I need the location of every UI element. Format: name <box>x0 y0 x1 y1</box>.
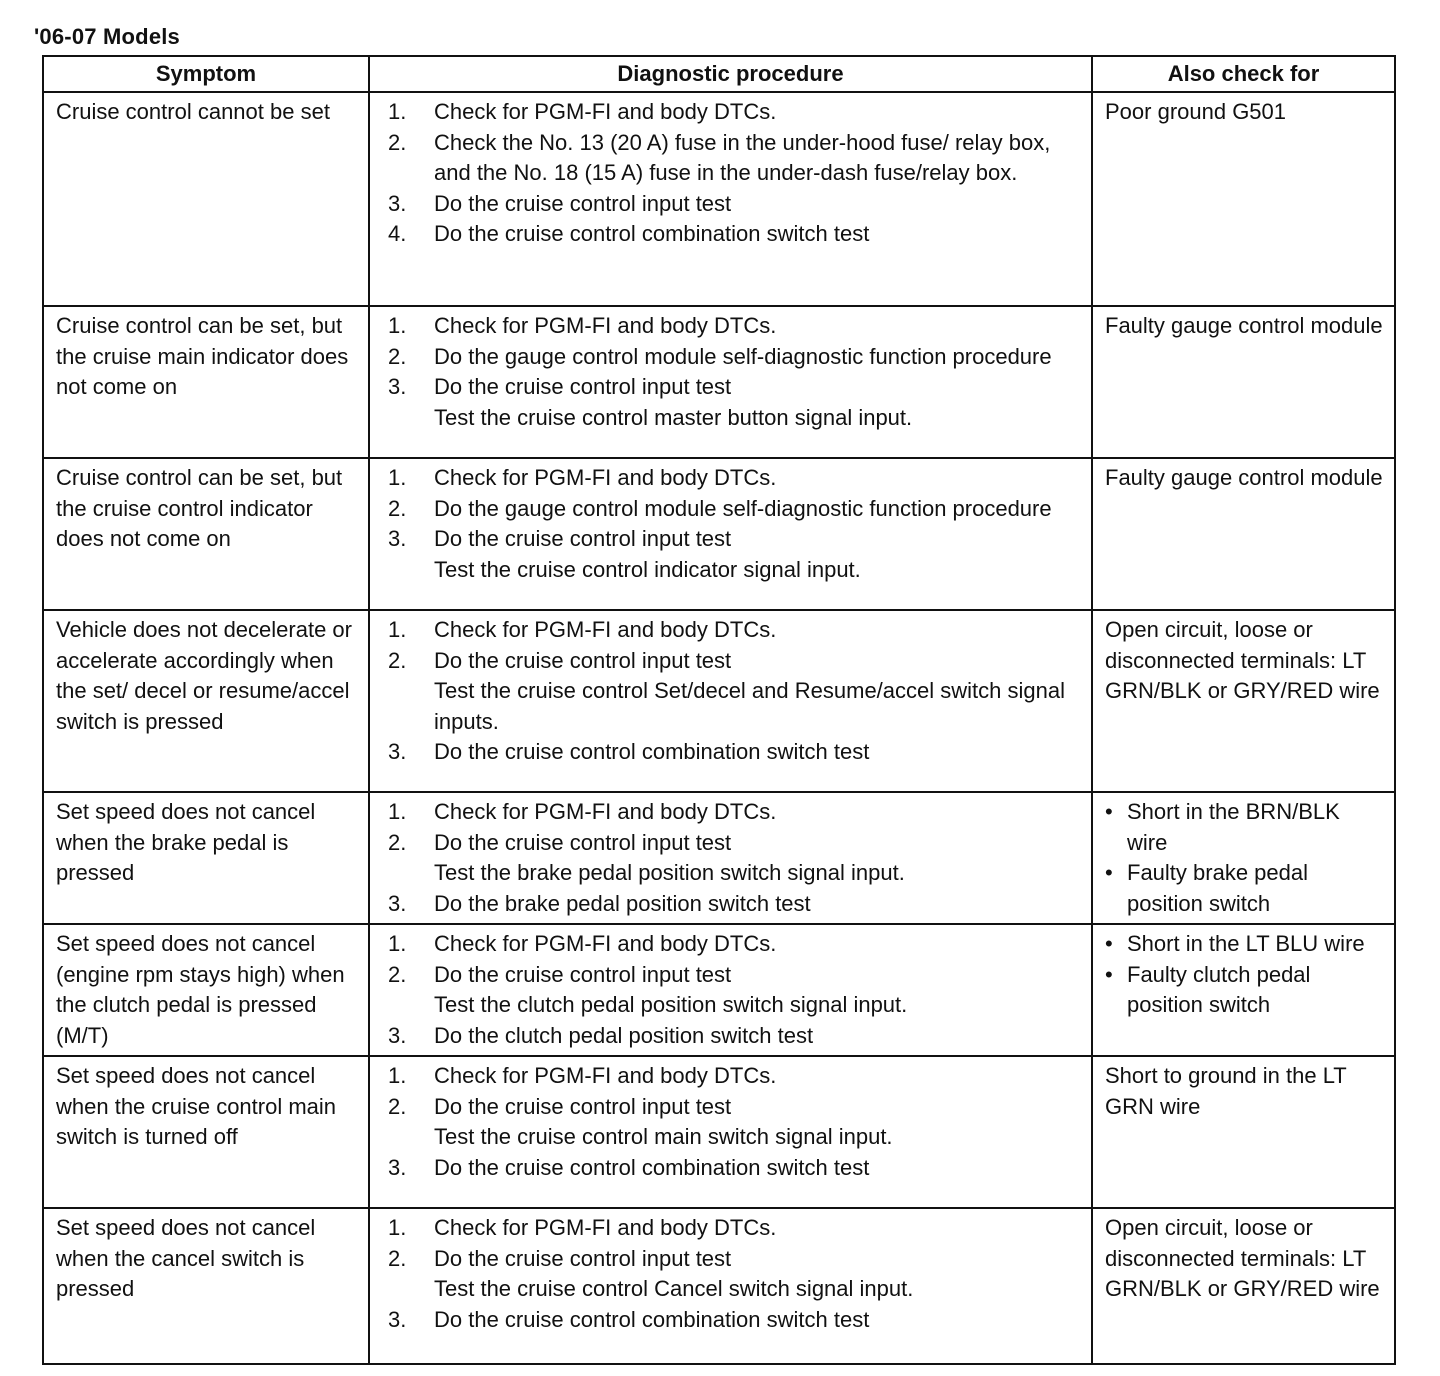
step-number: 4. <box>388 221 407 246</box>
procedure-step <box>382 97 1081 128</box>
symptom-cell: Set speed does not cancel when the cancel switch is pressed <box>43 1208 369 1364</box>
also-check-list <box>1105 929 1384 1021</box>
step-text: Do the cruise control input test <box>434 1245 732 1271</box>
step-text: Do the cruise control input test <box>434 647 732 673</box>
procedure-step <box>382 646 1081 738</box>
step-body <box>434 960 1081 1021</box>
also-check-text: Short in the LT BLU wire <box>1127 931 1365 956</box>
step-body <box>434 494 1081 525</box>
step-body <box>434 889 1081 920</box>
procedure-step <box>382 889 1081 920</box>
procedure-step <box>382 828 1081 889</box>
step-body <box>434 1092 1081 1153</box>
step-number: 3. <box>388 526 407 551</box>
procedure-step <box>382 1153 1081 1184</box>
also-check-list <box>1105 797 1384 919</box>
step-body <box>434 97 1081 128</box>
step-text: Do the cruise control input test <box>434 374 732 399</box>
step-number: 2. <box>388 1093 407 1119</box>
step-text: Do the cruise control input test <box>434 1093 732 1119</box>
step-number: 2. <box>388 961 407 987</box>
step-number: 1. <box>388 313 407 338</box>
step-body <box>434 615 1081 646</box>
procedure-step <box>382 1305 1081 1336</box>
table-row <box>43 924 1395 1056</box>
step-number: 2. <box>388 829 407 855</box>
step-number: 3. <box>388 1306 407 1332</box>
procedure-step <box>382 929 1081 960</box>
step-number: 1. <box>388 99 407 124</box>
procedure-cell <box>369 458 1092 610</box>
procedure-step <box>382 494 1081 525</box>
step-body <box>434 929 1081 960</box>
procedure-step <box>382 615 1081 646</box>
procedure-step <box>382 1213 1081 1244</box>
procedure-step <box>382 128 1081 189</box>
step-number: 1. <box>388 1215 407 1240</box>
symptom-cell: Set speed does not cancel when the cruise control main switch is turned off <box>43 1056 369 1208</box>
step-body <box>434 1061 1081 1092</box>
step-body <box>434 463 1081 494</box>
procedure-steps <box>382 615 1081 768</box>
procedure-steps <box>382 97 1081 250</box>
step-number: 1. <box>388 465 407 490</box>
symptom-cell: Set speed does not cancel (engine rpm stays high) when the clutch pedal is pressed (M/T) <box>43 924 369 1056</box>
procedure-step <box>382 372 1081 433</box>
step-number: 2. <box>388 1245 407 1271</box>
also-check-cell: Poor ground G501 <box>1092 92 1395 306</box>
procedure-cell <box>369 1056 1092 1208</box>
also-check-text: Faulty clutch pedal position switch <box>1127 961 1311 1017</box>
step-subtext: Test the clutch pedal position switch signal input. <box>434 992 908 1017</box>
also-check-cell: Faulty gauge control module <box>1092 306 1395 458</box>
table-body <box>43 92 1395 1364</box>
procedure-cell <box>369 792 1092 924</box>
also-check-cell: Open circuit, loose or disconnected terminals: LT GRN/BLK or GRY/RED wire <box>1092 610 1395 792</box>
step-text: Check the No. 13 (20 A) fuse in the under-hood fuse/ relay box, and the No. 18 (15 A) fuse in the under-dash fuse/relay box. <box>434 129 1051 185</box>
also-check-text: Short in the BRN/BLK wire <box>1127 799 1340 855</box>
step-text: Do the cruise control combination switch test <box>434 1154 870 1180</box>
step-number: 3. <box>388 890 407 916</box>
step-subtext: Test the cruise control indicator signal input. <box>434 556 861 582</box>
step-body <box>434 1305 1081 1336</box>
step-number: 2. <box>388 343 407 369</box>
step-body <box>434 646 1081 738</box>
procedure-steps <box>382 1061 1081 1183</box>
step-text: Check for PGM-FI and body DTCs. <box>434 1063 777 1088</box>
procedure-step <box>382 1244 1081 1305</box>
procedure-step <box>382 1021 1081 1052</box>
procedure-steps <box>382 929 1081 1051</box>
header-row <box>43 56 1395 92</box>
procedure-step <box>382 342 1081 373</box>
procedure-step <box>382 1092 1081 1153</box>
also-check-text: Faulty brake pedal position switch <box>1127 860 1308 916</box>
procedure-steps <box>382 797 1081 919</box>
step-subtext: Test the brake pedal position switch signal input. <box>434 860 905 885</box>
table-row <box>43 1056 1395 1208</box>
procedure-cell <box>369 610 1092 792</box>
step-number: 3. <box>388 374 407 399</box>
step-number: 3. <box>388 190 407 216</box>
step-body <box>434 524 1081 585</box>
procedure-cell <box>369 92 1092 306</box>
symptom-cell: Cruise control can be set, but the cruise control indicator does not come on <box>43 458 369 610</box>
step-text: Do the clutch pedal position switch test <box>434 1022 814 1048</box>
step-body <box>434 797 1081 828</box>
procedure-cell <box>369 1208 1092 1364</box>
step-text: Check for PGM-FI and body DTCs. <box>434 313 777 338</box>
column-header-symptom: Symptom <box>43 56 369 92</box>
procedure-step <box>382 219 1081 250</box>
table-row <box>43 92 1395 306</box>
step-body <box>434 342 1081 373</box>
also-check-item <box>1105 858 1384 919</box>
step-body <box>434 1153 1081 1184</box>
step-text: Check for PGM-FI and body DTCs. <box>434 99 777 124</box>
step-body <box>434 189 1081 220</box>
bullet-icon: • <box>1105 961 1113 987</box>
step-body <box>434 311 1081 342</box>
table-row <box>43 610 1395 792</box>
symptom-cell: Set speed does not cancel when the brake pedal is pressed <box>43 792 369 924</box>
step-text: Do the cruise control input test <box>434 961 732 987</box>
procedure-step <box>382 311 1081 342</box>
diagnostic-table <box>42 55 1396 1365</box>
procedure-step <box>382 737 1081 768</box>
symptom-cell: Cruise control can be set, but the cruise main indicator does not come on <box>43 306 369 458</box>
step-text: Do the cruise control combination switch test <box>434 1306 870 1332</box>
table-row <box>43 1208 1395 1364</box>
step-number: 2. <box>388 129 407 155</box>
step-number: 1. <box>388 1063 407 1088</box>
column-header-also-check: Also check for <box>1092 56 1395 92</box>
procedure-steps <box>382 311 1081 433</box>
also-check-cell <box>1092 924 1395 1056</box>
also-check-cell: Faulty gauge control module <box>1092 458 1395 610</box>
also-check-item <box>1105 929 1384 960</box>
step-text: Check for PGM-FI and body DTCs. <box>434 931 777 956</box>
step-subtext: Test the cruise control main switch signal input. <box>434 1124 893 1149</box>
step-body <box>434 1244 1081 1305</box>
step-body <box>434 372 1081 433</box>
step-text: Do the cruise control combination switch test <box>434 221 870 246</box>
step-number: 1. <box>388 617 407 642</box>
step-text: Do the cruise control combination switch test <box>434 739 870 764</box>
step-subtext: Test the cruise control Set/decel and Resume/accel switch signal inputs. <box>434 678 1065 734</box>
also-check-cell: Short to ground in the LT GRN wire <box>1092 1056 1395 1208</box>
page-title: '06-07 Models <box>34 24 180 49</box>
step-text: Do the gauge control module self-diagnostic function procedure <box>434 343 1052 369</box>
step-body <box>434 1213 1081 1244</box>
also-check-cell: Open circuit, loose or disconnected terminals: LT GRN/BLK or GRY/RED wire <box>1092 1208 1395 1364</box>
procedure-step <box>382 524 1081 585</box>
step-number: 3. <box>388 739 407 764</box>
step-number: 3. <box>388 1022 407 1048</box>
procedure-steps <box>382 1213 1081 1335</box>
also-check-cell <box>1092 792 1395 924</box>
step-text: Check for PGM-FI and body DTCs. <box>434 1215 777 1240</box>
step-text: Check for PGM-FI and body DTCs. <box>434 799 777 824</box>
procedure-step <box>382 189 1081 220</box>
bullet-icon: • <box>1105 799 1113 824</box>
procedure-step <box>382 797 1081 828</box>
step-subtext: Test the cruise control master button signal input. <box>434 404 913 430</box>
step-body <box>434 128 1081 189</box>
table-row <box>43 458 1395 610</box>
step-number: 2. <box>388 647 407 673</box>
step-text: Do the gauge control module self-diagnostic function procedure <box>434 495 1052 521</box>
procedure-steps <box>382 463 1081 585</box>
bullet-icon: • <box>1105 860 1113 885</box>
symptom-cell: Cruise control cannot be set <box>43 92 369 306</box>
procedure-cell <box>369 306 1092 458</box>
column-header-procedure: Diagnostic procedure <box>369 56 1092 92</box>
procedure-step <box>382 960 1081 1021</box>
step-text: Do the brake pedal position switch test <box>434 890 811 916</box>
step-body <box>434 737 1081 768</box>
procedure-cell <box>369 924 1092 1056</box>
step-number: 2. <box>388 495 407 521</box>
also-check-item <box>1105 960 1384 1021</box>
table-row <box>43 792 1395 924</box>
step-body <box>434 219 1081 250</box>
step-subtext: Test the cruise control Cancel switch signal input. <box>434 1276 914 1301</box>
also-check-item <box>1105 797 1384 858</box>
symptom-cell: Vehicle does not decelerate or accelerate accordingly when the set/ decel or resume/accel switch is pressed <box>43 610 369 792</box>
procedure-step <box>382 1061 1081 1092</box>
step-text: Do the cruise control input test <box>434 190 732 216</box>
step-number: 1. <box>388 931 407 956</box>
table-row <box>43 306 1395 458</box>
step-text: Do the cruise control input test <box>434 829 732 855</box>
step-number: 3. <box>388 1154 407 1180</box>
bullet-icon: • <box>1105 931 1113 956</box>
step-body <box>434 1021 1081 1052</box>
step-body <box>434 828 1081 889</box>
step-text: Check for PGM-FI and body DTCs. <box>434 465 777 490</box>
procedure-step <box>382 463 1081 494</box>
step-text: Check for PGM-FI and body DTCs. <box>434 617 777 642</box>
step-number: 1. <box>388 799 407 824</box>
step-text: Do the cruise control input test <box>434 526 732 551</box>
